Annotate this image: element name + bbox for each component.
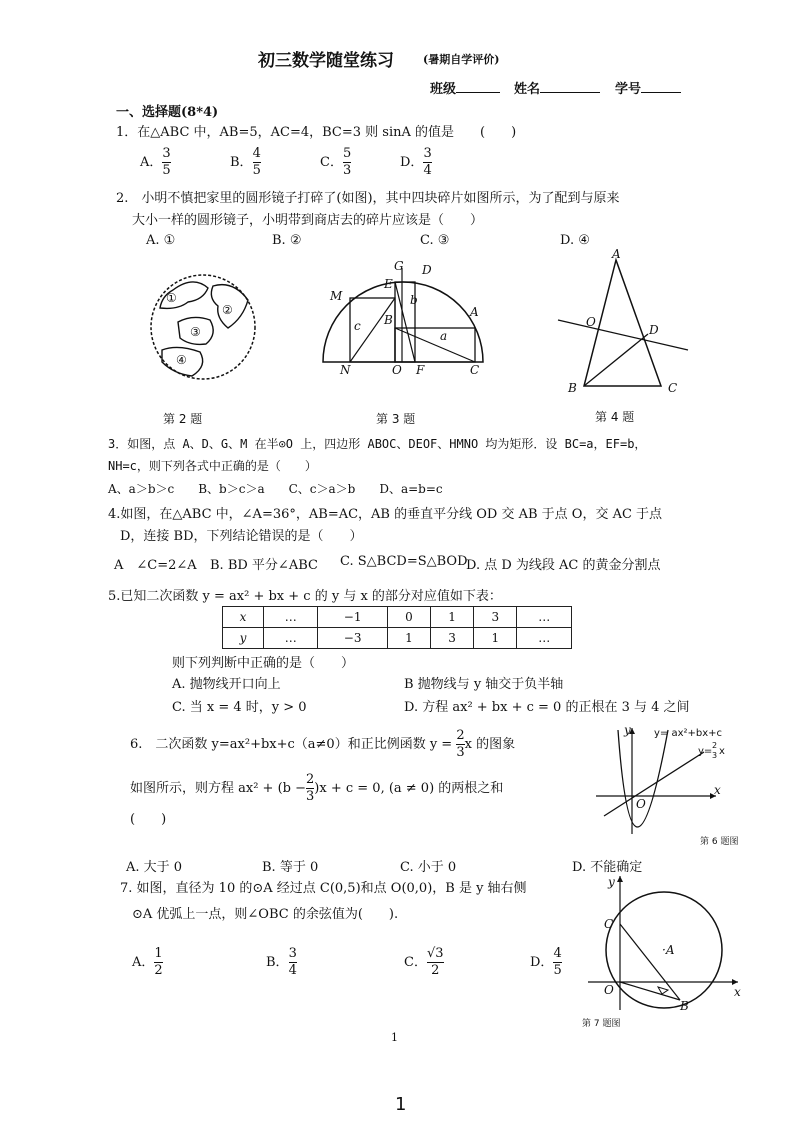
- line-label-frac-den: 3: [712, 751, 718, 760]
- label-a: A: [470, 305, 479, 319]
- label-a: ·A: [662, 943, 675, 957]
- label-o: O: [586, 315, 596, 329]
- label-b: B: [384, 313, 393, 327]
- page-subtitle: (暑期自学评价): [423, 53, 500, 66]
- page-title: 初三数学随堂练习: [258, 51, 394, 71]
- q7-option-c: C． $\frac{√3}{2}$: [404, 946, 444, 978]
- proportional-line: [604, 752, 704, 816]
- table-cell: 1: [474, 628, 517, 649]
- q2-option-b: B. ②: [272, 233, 302, 248]
- y-axis-arrow: [617, 876, 623, 882]
- table-cell: …: [263, 607, 318, 628]
- page-number-small: 1: [391, 1031, 398, 1044]
- q5-option-b: B 抛物线与 y 轴交于负半轴: [404, 677, 564, 692]
- q2-option-c: C. ③: [420, 233, 450, 248]
- q2-stem-line1: 2. 小明不慎把家里的圆形镜子打碎了(如图)，其中四块碎片如图所示，为了配到与原来: [116, 191, 620, 206]
- segment-cb: [620, 924, 680, 1000]
- table-cell: 1: [431, 607, 474, 628]
- table-row-y: [223, 628, 572, 649]
- figure-6-caption: [700, 834, 760, 848]
- figure-3-caption: [376, 411, 436, 427]
- q7-option-a: A． $\frac{1}{2}$: [132, 946, 163, 978]
- q3-options: A、a＞b＞c B、b＞c＞a C、c＞a＞b D、a=b=c: [108, 482, 443, 496]
- q1-option-d: D． $\frac{3}{4}$: [400, 146, 432, 178]
- x-axis-label: x: [714, 783, 721, 797]
- section-heading: 一、选择题(8*4): [116, 105, 219, 120]
- table-cell: x: [223, 607, 264, 628]
- q4-stem-line2: D，连接 BD，下列结论错误的是（ ）: [120, 529, 363, 544]
- q7-stem-line2: ⊙A 优弧上一点，则∠OBC 的余弦值为( ).: [132, 907, 399, 922]
- piece-1-label: ①: [166, 291, 177, 305]
- q1-option-b: B． $\frac{4}{5}$: [230, 146, 261, 178]
- segment-bd: [584, 334, 648, 386]
- q5-option-c: C. 当 x = 4 时，y > 0: [172, 700, 307, 715]
- label-x: x: [734, 985, 741, 999]
- table-cell: −1: [318, 607, 387, 628]
- perpendicular-bisector: [558, 320, 688, 350]
- label-b: B: [568, 381, 577, 395]
- table-cell: 3: [431, 628, 474, 649]
- q6-stem-line1: 6. 二次函数 y=ax²+bx+c（a≠0）和正比例函数 y = $\frac{2}{3}$ x 的图象: [130, 728, 516, 760]
- label-b-small: b: [410, 293, 418, 307]
- q6-stem-line2: 如图所示，则方程 ax² + (b − $\frac{2}{3}$ )x + c = 0, (a ≠ 0) 的两根之和: [130, 772, 504, 804]
- label-c: C: [604, 917, 614, 931]
- figure-4-triangle: [556, 247, 696, 400]
- label-m: M: [330, 289, 343, 303]
- table-cell: 1: [387, 628, 430, 649]
- label-c: C: [470, 363, 480, 377]
- label-f: F: [416, 363, 425, 377]
- q4-option-c: C. S△BCD=S△BOD: [340, 554, 468, 569]
- page-number: 1: [395, 1094, 407, 1115]
- class-label: 班级: [430, 78, 500, 97]
- table-cell: y: [223, 628, 264, 649]
- figure-2-caption: [163, 411, 223, 427]
- q4-option-b: B. BD 平分∠ABC: [210, 558, 318, 573]
- q5-value-table: [222, 606, 572, 649]
- svg-text:第 7 题图: 第 7 题图: [582, 1019, 621, 1029]
- q5-option-d: D. 方程 ax² + bx + c = 0 的正根在 3 与 4 之间: [404, 700, 690, 715]
- line-label-frac-num: 2: [712, 741, 718, 750]
- piece-2-label: ②: [222, 303, 233, 317]
- label-c: C: [668, 381, 678, 395]
- origin-label: O: [636, 797, 646, 811]
- q1-stem: 1．在△ABC 中，AB=5，AC=4，BC=3 则 sinA 的值是 ( ): [116, 125, 517, 140]
- figure-2-broken-mirror: [148, 270, 268, 390]
- label-a: A: [612, 247, 621, 261]
- number-label: 学号: [615, 78, 681, 97]
- label-o: O: [392, 363, 402, 377]
- label-g: G: [394, 259, 404, 273]
- q6-option-b: B. 等于 0: [262, 860, 319, 875]
- label-a-small: a: [440, 329, 448, 343]
- q7-option-b: B． $\frac{3}{4}$: [266, 946, 297, 978]
- name-label: 姓名: [514, 78, 600, 97]
- figure-7-caption: [582, 1016, 642, 1030]
- q7-option-d: D． $\frac{4}{5}$: [530, 946, 562, 978]
- figure-7-circle: [588, 872, 748, 1012]
- q6-answer-blank: ( ): [130, 812, 167, 827]
- curve-label: y= ax²+bx+c: [654, 728, 723, 739]
- label-d: D: [649, 323, 659, 337]
- table-cell: …: [263, 628, 318, 649]
- table-cell: …: [517, 628, 572, 649]
- segment-bc: [395, 328, 475, 362]
- q6-option-d: D. 不能确定: [572, 860, 643, 875]
- label-y: y: [608, 875, 615, 889]
- label-o: O: [604, 983, 614, 997]
- line-label-x: x: [719, 746, 725, 757]
- svg-text:第 4 题: 第 4 题: [595, 410, 635, 424]
- svg-text:第 3 题: 第 3 题: [376, 412, 416, 426]
- q3-stem-line1: 3．如图，点 A、D、G、M 在半⊙O 上，四边形 ABOC、DEOF、HMNO 均为矩形．设 BC=a，EF=b，: [108, 437, 647, 451]
- q4-option-d: D. 点 D 为线段 AC 的黄金分割点: [466, 558, 661, 573]
- q6-option-a: A. 大于 0: [126, 860, 183, 875]
- piece-3-label: ③: [190, 325, 201, 339]
- angle-mark: [658, 987, 668, 994]
- table-row-x: [223, 607, 572, 628]
- q5-option-a: A. 抛物线开口向上: [172, 677, 281, 692]
- piece-4-label: ④: [176, 353, 187, 367]
- segment-ob: [620, 982, 680, 1000]
- table-cell: 0: [387, 607, 430, 628]
- table-cell: −3: [318, 628, 387, 649]
- svg-text:第 6 题图: 第 6 题图: [700, 837, 739, 847]
- label-n: N: [340, 363, 351, 377]
- q3-stem-line2: NH=c，则下列各式中正确的是（ ）: [108, 459, 317, 473]
- q2-option-a: A. ①: [146, 233, 176, 248]
- y-axis-label: y: [624, 723, 631, 737]
- figure-4-caption: [595, 409, 655, 425]
- label-e: E: [384, 277, 393, 291]
- parabola: [618, 730, 668, 827]
- q2-option-d: D. ④: [560, 233, 590, 248]
- q5-stem: 5.已知二次函数 y = ax² + bx + c 的 y 与 x 的部分对应值如下表：: [108, 589, 502, 604]
- q2-stem-line2: 大小一样的圆形镜子，小明带到商店去的碎片应该是（ ）: [132, 213, 484, 228]
- semicircle: [323, 282, 483, 362]
- q4-stem-line1: 4.如图，在△ABC 中，∠A=36°，AB=AC，AB 的垂直平分线 OD 交 AB 于点 O，交 AC 于点: [108, 507, 663, 522]
- label-c-small: c: [354, 319, 361, 333]
- table-cell: 3: [474, 607, 517, 628]
- table-cell: …: [517, 607, 572, 628]
- q1-option-a: A． $\frac{3}{5}$: [140, 146, 171, 178]
- q1-option-c: C． $\frac{5}{3}$: [320, 146, 352, 178]
- q7-stem-line1: 7. 如图，直径为 10 的⊙A 经过点 C(0,5)和点 O(0,0)，B 是 y 轴右侧: [120, 881, 527, 896]
- line-label: y=: [698, 746, 713, 757]
- q6-option-c: C. 小于 0: [400, 860, 457, 875]
- figure-3-semicircle: [318, 260, 498, 380]
- q5-prompt: 则下列判断中正确的是（ ）: [172, 656, 355, 671]
- svg-text:第 2 题: 第 2 题: [163, 412, 203, 426]
- label-d: D: [422, 263, 432, 277]
- figure-6-graph: [596, 724, 726, 834]
- q4-option-a: A ∠C=2∠A: [114, 558, 197, 573]
- label-b: B: [680, 999, 689, 1013]
